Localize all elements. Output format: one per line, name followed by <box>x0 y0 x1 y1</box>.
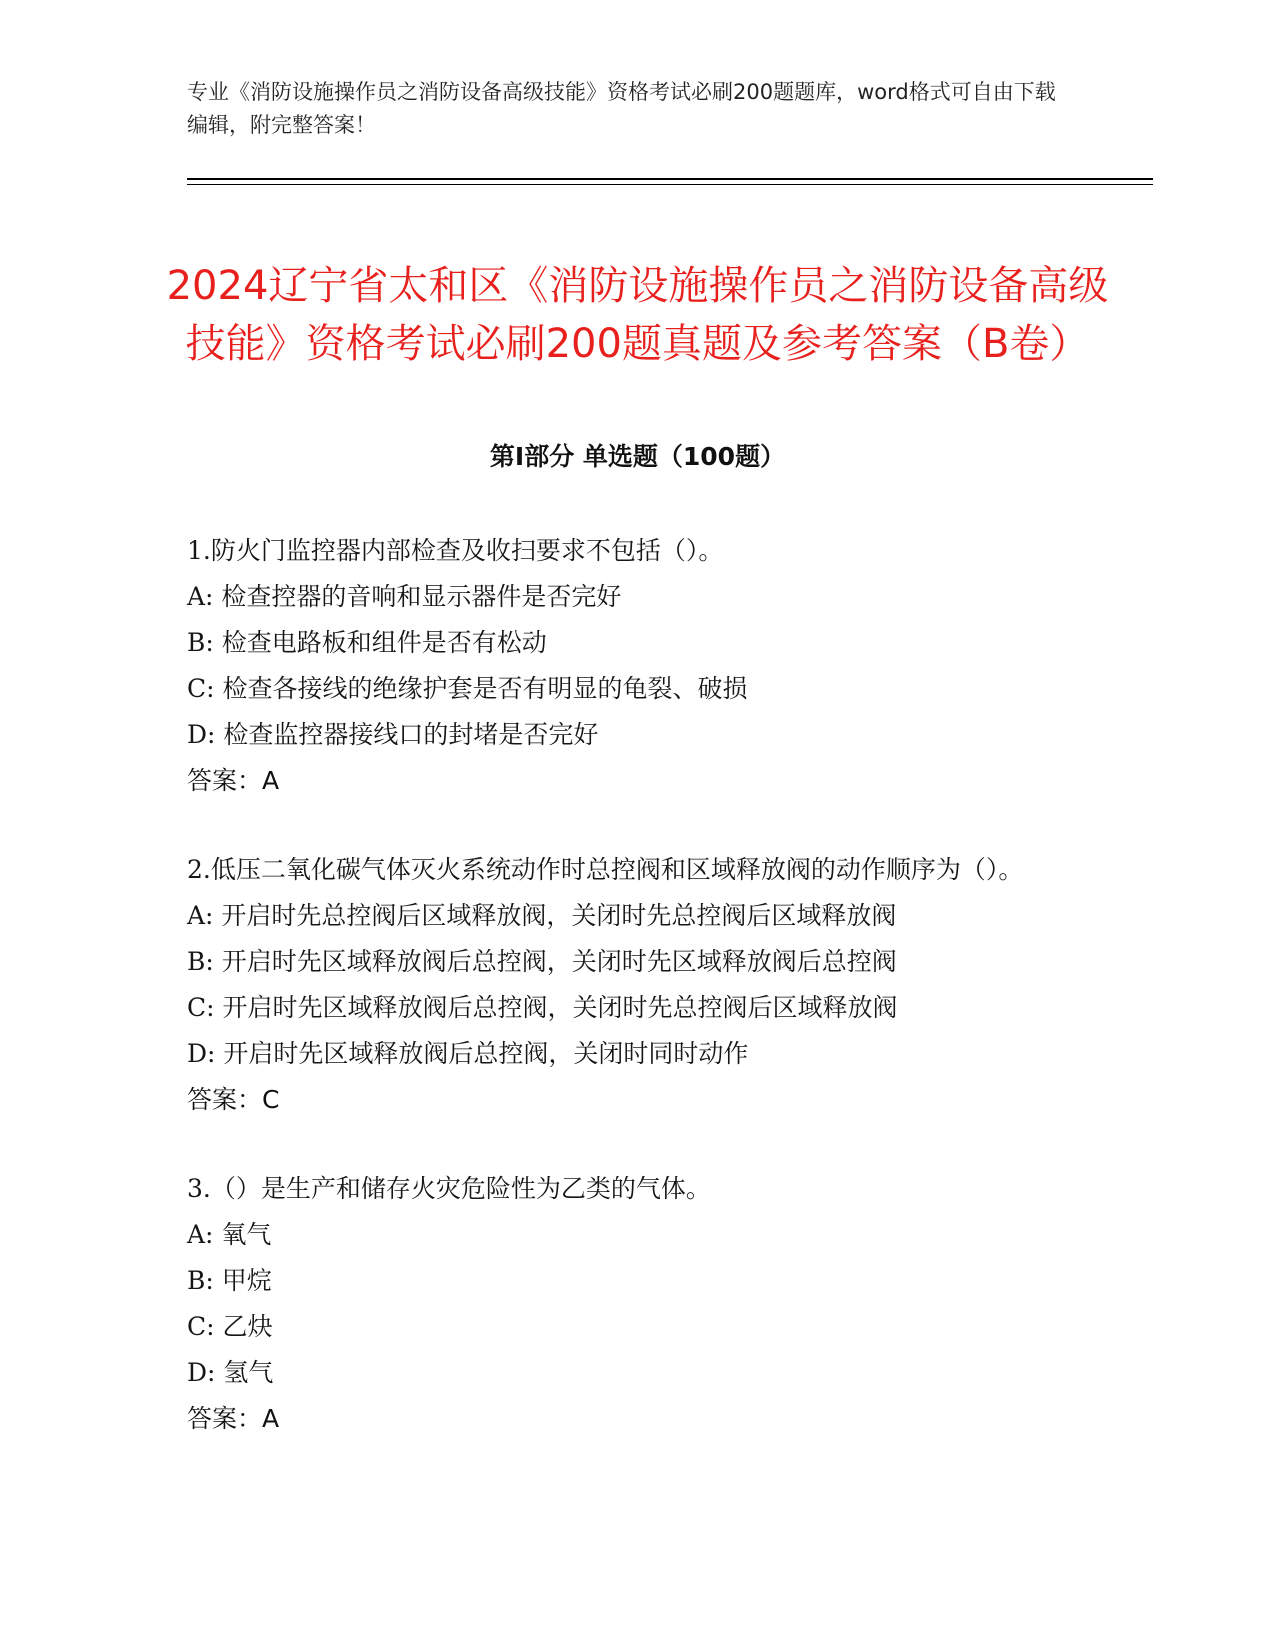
option-b: B: 开启时先区域释放阀后总控阀，关闭时先区域释放阀后总控阀 <box>187 947 897 976</box>
option-d: D: 开启时先区域释放阀后总控阀，关闭时同时动作 <box>187 1039 749 1068</box>
header-divider-thick <box>187 178 1153 180</box>
option-a: A: 检查控器的音响和显示器件是否完好 <box>187 582 622 611</box>
option-c: C: 乙炔 <box>187 1312 273 1341</box>
section-title: 第Ⅰ部分 单选题（100题） <box>489 442 786 471</box>
option-a: A: 开启时先总控阀后区域释放阀，关闭时先总控阀后区域释放阀 <box>187 901 897 930</box>
question-2 <box>187 847 1087 1123</box>
option-d: D: 检查监控器接线口的封堵是否完好 <box>187 720 599 749</box>
question-stem: 1.防火门监控器内部检查及收扫要求不包括（）。 <box>187 536 724 565</box>
answer-line: 答案：C <box>187 1085 280 1114</box>
option-c: C: 检查各接线的绝缘护套是否有明显的龟裂、破损 <box>187 674 748 703</box>
option-d: D: 氢气 <box>187 1358 274 1387</box>
document-title: 2024辽宁省太和区《消防设施操作员之消防设备高级技能》资格考试必刷200题真题及参考答案（B卷） <box>166 262 1109 367</box>
question-list <box>187 528 1087 1485</box>
question-stem: 2.低压二氧化碳气体灭火系统动作时总控阀和区域释放阀的动作顺序为（）。 <box>187 855 1024 884</box>
header-note: 专业《消防设施操作员之消防设备高级技能》资格考试必刷200题题库，word格式可自由下载编辑，附完整答案！ <box>187 80 1056 137</box>
question-1 <box>187 528 1087 804</box>
option-c: C: 开启时先区域释放阀后总控阀，关闭时先总控阀后区域释放阀 <box>187 993 898 1022</box>
option-b: B: 检查电路板和组件是否有松动 <box>187 628 547 657</box>
question-stem: 3.（）是生产和储存火灾危险性为乙类的气体。 <box>187 1174 711 1203</box>
question-3 <box>187 1166 1087 1442</box>
answer-line: 答案：A <box>187 1404 280 1433</box>
answer-line: 答案：A <box>187 766 280 795</box>
option-a: A: 氧气 <box>187 1220 272 1249</box>
option-b: B: 甲烷 <box>187 1266 272 1295</box>
header-divider-thin <box>187 184 1153 185</box>
